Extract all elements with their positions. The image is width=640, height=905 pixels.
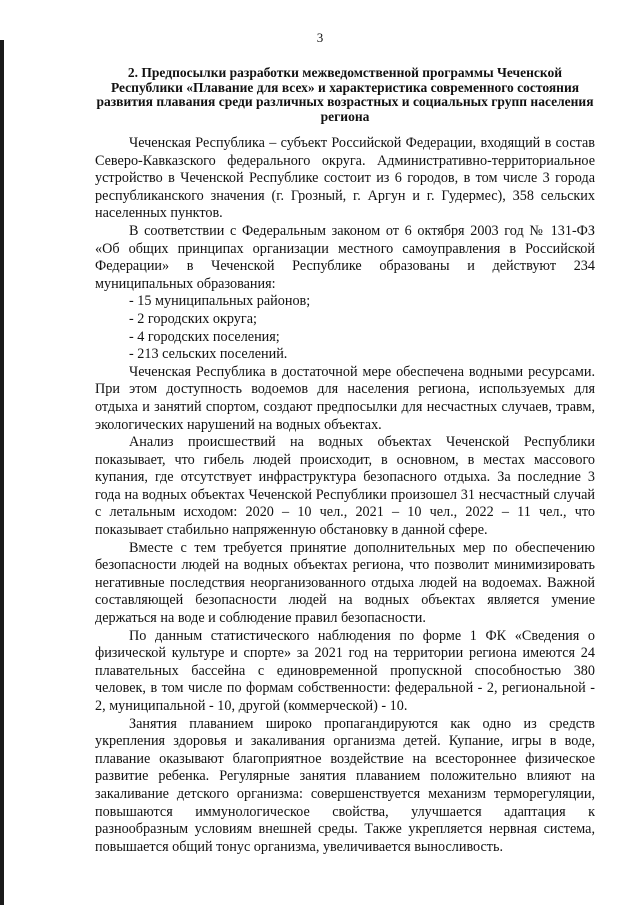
page-number: 3	[316, 30, 324, 45]
paragraph: Занятия плаванием широко пропагандируются как одно из средств укрепления здоровья и закаливания организма детей. Купание, игры в воде, плавание оказывают благоприятное воздействие на всестороннее физическое развитие ребенка. Регулярные занятия плаванием положительно влияют на закаливание детского организма: совершенствуется механизм терморегуляции, повышаются иммунологическое свойства, улучшается адаптация к разнообразным условиям внешней среды. Также укрепляется нервная система, повышается общий тонус организма, увеличивается выносливость.	[95, 715, 595, 855]
paragraph: Вместе с тем требуется принятие дополнительных мер по обеспечению безопасности людей на водных объектах региона, что позволит минимизировать негативные последствия неорганизованного отдыха людей на водоемах. Важной составляющей безопасности людей на водных объектах является умение держаться на воде и соблюдение правил безопасности.	[95, 539, 595, 627]
list-item: - 15 муниципальных районов;	[129, 293, 311, 310]
paragraph: Чеченская Республика – субъект Российской Федерации, входящий в состав Северо-Кавказского федерального округа. Административно-территориальное устройство в Чеченской Республике состоит из 6 городов, в том числе 3 города республиканского значения (г. Грозный, г. Аргун и г. Гудермес), 358 сельских населенных пунктов.	[95, 135, 595, 222]
scan-edge-bar	[0, 40, 4, 905]
document-body	[95, 135, 595, 856]
list-item: - 4 городских поселения;	[129, 328, 280, 345]
paragraph: Анализ происшествий на водных объектах Чеченской Республики показывает, что гибель людей происходит, в основном, в местах массового купания, где отсутствует инфраструктура безопасного отдыха. За последние 3 года на водных объектах Чеченской Республики произошел 31 несчастный случай с летальным исходом: 2020 – 10 чел., 2021 – 10 чел., 2022 – 11 чел., что показывает стабильно напряженную обстановку в данной сфере.	[95, 434, 595, 539]
list-item: - 213 сельских поселений.	[129, 346, 288, 363]
paragraph: В соответствии с Федеральным законом от 6 октября 2003 год № 131-ФЗ «Об общих принципах организации местного самоуправления в Российской Федерации» в Чеченской Республике образованы и действуют 234 муниципальных образования:	[95, 222, 595, 292]
paragraph: Чеченская Республика в достаточной мере обеспечена водными ресурсами. При этом доступность водоемов для населения региона, используемых для отдыха и занятий спортом, создают предпосылки для несчастных случаев, травм, экологических нарушений на водных объектах.	[95, 363, 595, 433]
section-heading: 2. Предпосылки разработки межведомственной программы Чеченской Республики «Плавание для всех» и характеристика современного состояния развития плавания среди различных возрастных и социальных групп населения региона	[96, 65, 594, 124]
paragraph: По данным статистического наблюдения по форме 1 ФК «Сведения о физической культуре и спорте» за 2021 год на территории региона имеются 24 плавательных бассейна с единовременной пропускной способностью 380 человек, в том числе по формам собственности: федеральной - 2, региональной - 2, муниципальной - 10, другой (коммерческой) - 10.	[95, 627, 595, 714]
list-item: - 2 городских округа;	[129, 310, 257, 327]
